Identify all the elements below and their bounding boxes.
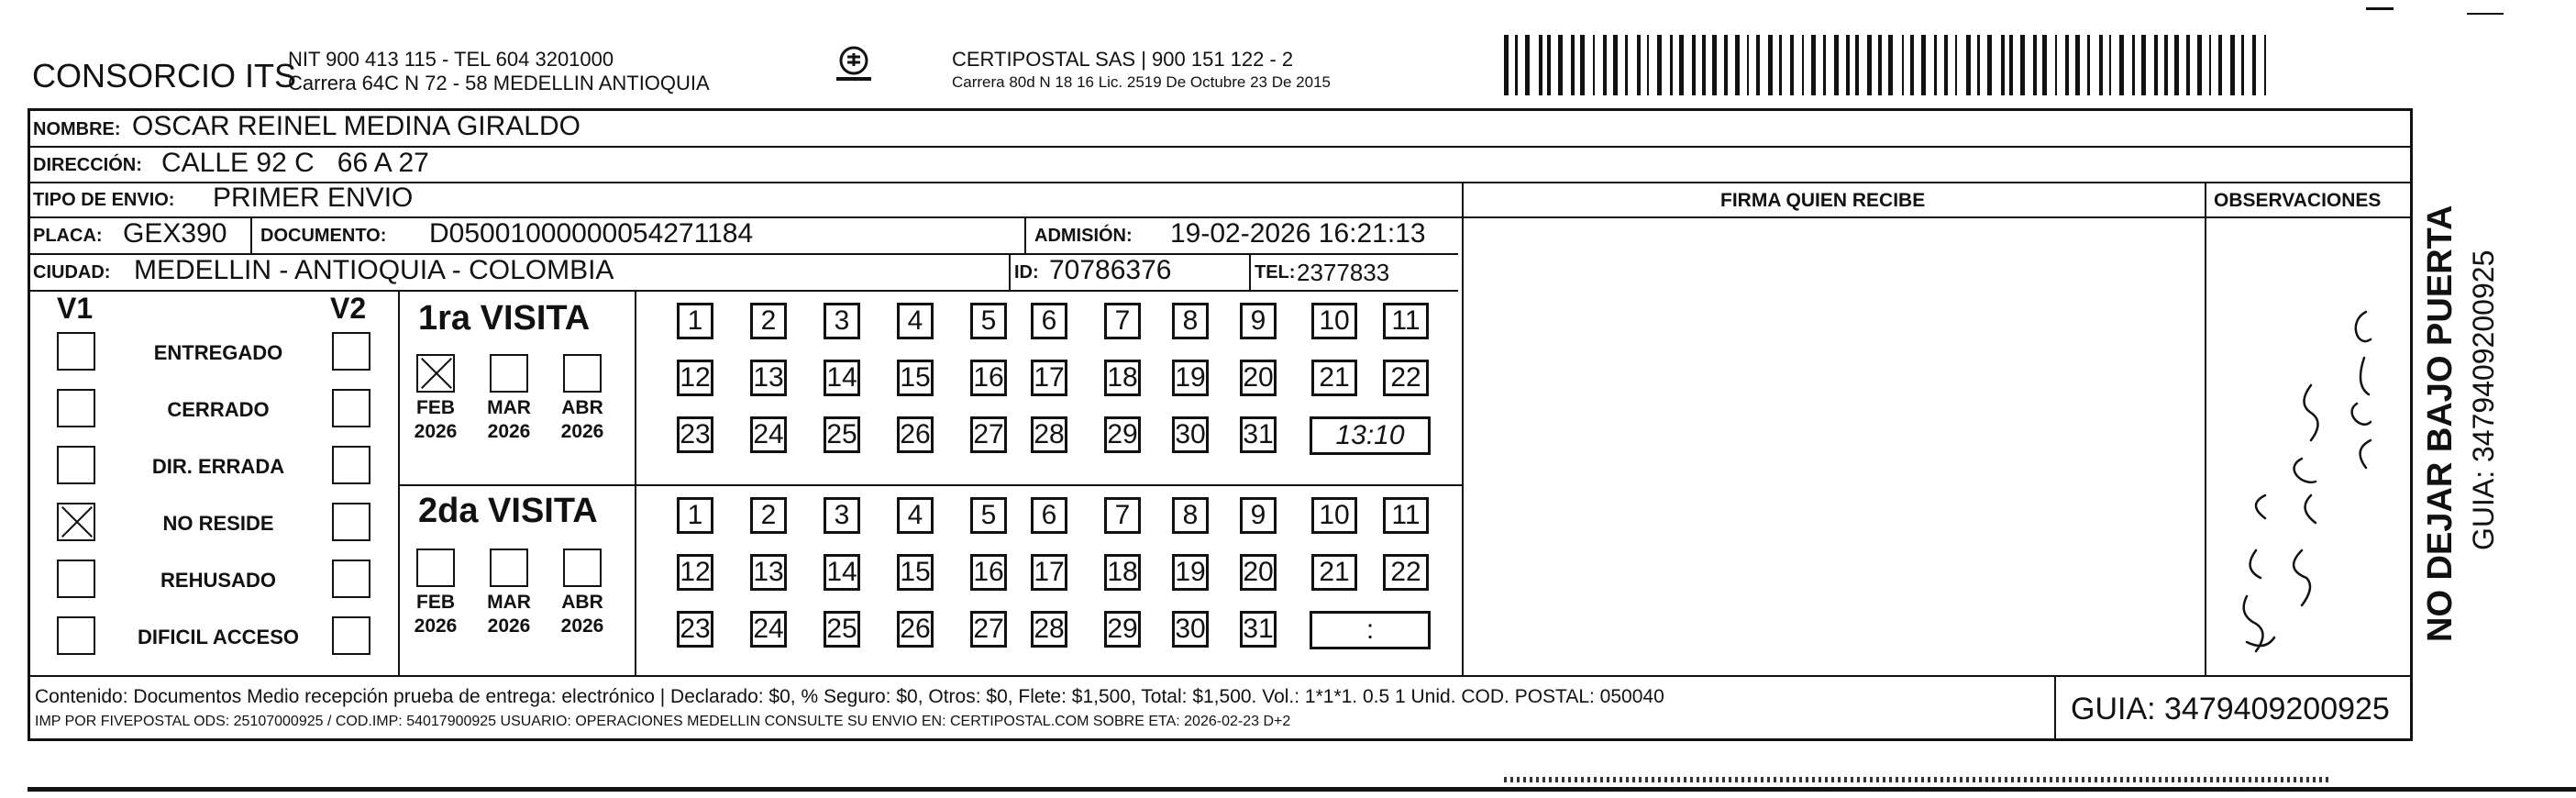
certipostal-logo-icon <box>833 44 875 86</box>
visit1-day-cell[interactable]: 12 <box>677 360 713 396</box>
visit1-day-cell[interactable]: 28 <box>1031 416 1067 453</box>
barcode-bar <box>1779 35 1782 95</box>
visit1-day-cell[interactable]: 27 <box>970 416 1007 453</box>
status-v1-checkbox[interactable] <box>57 332 95 371</box>
status-v2-checkbox[interactable] <box>332 560 370 598</box>
status-label: CERRADO <box>167 398 270 421</box>
barcode-bar <box>2154 35 2158 95</box>
visit2-day-cell[interactable]: 11 <box>1383 497 1429 534</box>
firma-label: FIRMA QUIEN RECIBE <box>1720 190 1926 211</box>
barcode-bar <box>1637 35 1641 95</box>
month-year: 2026 <box>560 421 604 442</box>
visit2-day-cell[interactable]: 10 <box>1311 497 1357 534</box>
barcode-bar <box>2087 35 2090 95</box>
month-name: FEB <box>416 397 455 418</box>
barcode-bar <box>1802 35 1804 95</box>
barcode-bar <box>2174 35 2179 95</box>
barcode <box>1504 35 2274 95</box>
barcode-bar <box>1593 35 1595 95</box>
visit2-day-cell[interactable]: 29 <box>1104 611 1141 648</box>
visit2-day-cell[interactable]: 16 <box>970 554 1007 591</box>
visit2-day-cell[interactable]: 19 <box>1172 554 1209 591</box>
barcode-bar <box>1846 35 1850 95</box>
visit2-day-cell[interactable]: 6 <box>1031 497 1067 534</box>
visit1-month-checkbox[interactable] <box>416 354 455 393</box>
month-year: 2026 <box>414 421 458 442</box>
nombre-label: NOMBRE: <box>33 119 121 139</box>
visit2-day-cell[interactable]: 22 <box>1383 554 1429 591</box>
visit2-day-cell[interactable]: 15 <box>897 554 934 591</box>
corner-mark <box>2467 13 2504 15</box>
visit2-day-cell[interactable]: 9 <box>1240 497 1277 534</box>
barcode-bar <box>1670 35 1673 95</box>
barcode-bar <box>2065 35 2069 95</box>
visit2-month-label <box>477 591 541 638</box>
month-name: ABR <box>561 592 603 613</box>
visit1-day-cell[interactable]: 8 <box>1172 303 1209 339</box>
barcode-bar <box>1647 35 1649 95</box>
visit1-day-cell[interactable]: 4 <box>897 303 934 339</box>
divider <box>2205 182 2206 677</box>
footer-contenido: Contenido: Documentos Medio recepción prueba de entrega: electrónico | Declarado: $0, % Seguro: $0, Otros: $0, Flete: $1,500, Total: $1,500. Vol.: 1*1*1. 0.5 1 Unid. COD. POSTAL: 050040 <box>35 686 1664 707</box>
visit2-day-cell[interactable]: 12 <box>677 554 713 591</box>
visit1-day-cell[interactable]: 3 <box>824 303 860 339</box>
status-label: DIFICIL ACCESO <box>137 626 299 648</box>
visit1-day-cell[interactable]: 20 <box>1240 360 1277 396</box>
barcode-bar <box>1921 35 1926 95</box>
visit2-day-cell[interactable]: 30 <box>1172 611 1209 648</box>
barcode-bar <box>2119 35 2124 95</box>
barcode-bar <box>1811 35 1816 95</box>
month-name: MAR <box>487 592 531 613</box>
id-value: 70786376 <box>1049 255 1172 285</box>
barcode-bar <box>1547 35 1551 95</box>
barcode-bar <box>1558 35 1563 95</box>
visit1-day-cell[interactable]: 14 <box>824 360 860 396</box>
ciudad-value: MEDELLIN - ANTIOQUIA - COLOMBIA <box>134 255 614 285</box>
visit2-month-label <box>550 591 614 638</box>
status-label: NO RESIDE <box>162 512 274 535</box>
placa-value: GEX390 <box>123 218 227 249</box>
month-name: MAR <box>487 397 531 418</box>
visit1-month-label <box>404 396 468 444</box>
visit1-day-cell[interactable]: 5 <box>970 303 1007 339</box>
barcode-bar <box>2241 35 2244 95</box>
barcode-bar <box>1867 35 1872 95</box>
divider <box>1009 253 1011 290</box>
visit1-day-cell[interactable]: 11 <box>1383 303 1429 339</box>
visit2-month-checkbox[interactable] <box>490 549 528 587</box>
nombre-value: OSCAR REINEL MEDINA GIRALDO <box>132 111 580 141</box>
visit2-day-cell[interactable]: 13 <box>750 554 787 591</box>
visit1-day-cell[interactable]: 2 <box>750 303 787 339</box>
visit2-day-cell[interactable]: 26 <box>897 611 934 648</box>
visit1-day-cell[interactable]: 21 <box>1311 360 1357 396</box>
bottom-edge-text-strip <box>1504 777 2329 782</box>
barcode-bar <box>2141 35 2146 95</box>
barcode-bar <box>2209 35 2211 95</box>
barcode-bar <box>1790 35 1794 95</box>
visit2-day-cell[interactable]: 7 <box>1104 497 1141 534</box>
barcode-bar <box>1902 35 1904 95</box>
tel-value: 2377833 <box>1297 259 1390 286</box>
month-name: FEB <box>416 592 455 613</box>
visit2-day-cell[interactable]: 5 <box>970 497 1007 534</box>
barcode-bar <box>2164 35 2168 95</box>
barcode-bar <box>1539 35 1542 95</box>
barcode-bar <box>1525 35 1530 95</box>
visit1-day-cell[interactable]: 19 <box>1172 360 1209 396</box>
visit2-title: 2da VISITA <box>418 492 598 530</box>
barcode-bar <box>2186 35 2190 95</box>
status-v2-checkbox[interactable] <box>332 446 370 484</box>
barcode-bar <box>2001 35 2005 95</box>
visit1-day-cell[interactable]: 7 <box>1104 303 1141 339</box>
barcode-bar <box>1724 35 1728 95</box>
visit2-day-cell[interactable]: 18 <box>1104 554 1141 591</box>
barcode-bar <box>2075 35 2080 95</box>
visit1-month-label <box>550 396 614 444</box>
visit2-day-cell[interactable]: 1 <box>677 497 713 534</box>
status-label: REHUSADO <box>160 569 276 592</box>
month-year: 2026 <box>487 421 531 442</box>
company-address: Carrera 64C N 72 - 58 MEDELLIN ANTIOQUIA <box>288 72 710 94</box>
divider <box>635 290 636 675</box>
visit2-day-cell[interactable]: 27 <box>970 611 1007 648</box>
visit2-day-cell[interactable]: 23 <box>677 611 713 648</box>
visit1-day-cell[interactable]: 30 <box>1172 416 1209 453</box>
placa-label: PLACA: <box>33 226 103 246</box>
divider <box>398 484 1462 486</box>
barcode-bar <box>2055 35 2057 95</box>
direccion-value: CALLE 92 C 66 A 27 <box>161 148 429 178</box>
admision-value: 19-02-2026 16:21:13 <box>1170 218 1426 249</box>
barcode-bar <box>2264 35 2266 95</box>
divider <box>1462 182 1464 677</box>
barcode-bar <box>1855 35 1859 95</box>
documento-label: DOCUMENTO: <box>260 226 387 246</box>
status-label: ENTREGADO <box>153 341 283 364</box>
month-year: 2026 <box>560 615 604 637</box>
footer-guia: GUIA: 3479409200925 <box>2071 692 2390 726</box>
barcode-bar <box>1571 35 1575 95</box>
company-nit: NIT 900 413 115 - TEL 604 3201000 <box>288 48 614 71</box>
visit1-day-cell[interactable]: 24 <box>750 416 787 453</box>
barcode-bar <box>2132 35 2135 95</box>
divider <box>28 290 1458 292</box>
month-name: ABR <box>561 397 603 418</box>
status-v1-checkbox[interactable] <box>57 389 95 427</box>
visit1-day-cell[interactable]: 17 <box>1031 360 1067 396</box>
v2-label: V2 <box>330 292 367 325</box>
visit2-day-cell[interactable]: 2 <box>750 497 787 534</box>
barcode-bar <box>2218 35 2222 95</box>
barcode-bar <box>1702 35 1706 95</box>
barcode-bar <box>1625 35 1628 95</box>
barcode-bar <box>2099 35 2103 95</box>
barcode-bar <box>1966 35 1971 95</box>
documento-value: D05001000000054271184 <box>429 218 754 249</box>
barcode-bar <box>1768 35 1773 95</box>
signature <box>1458 220 1467 229</box>
barcode-bar <box>2033 35 2037 95</box>
month-year: 2026 <box>414 615 458 637</box>
visit1-day-cell[interactable]: 31 <box>1240 416 1277 453</box>
corner-mark <box>2366 7 2394 10</box>
status-v2-checkbox[interactable] <box>332 332 370 371</box>
barcode-bar <box>1823 35 1826 95</box>
visit2-day-cell[interactable]: 21 <box>1311 554 1357 591</box>
visit2-month-checkbox[interactable] <box>563 549 602 587</box>
visit1-day-cell[interactable]: 16 <box>970 360 1007 396</box>
visit1-day-cell[interactable]: 23 <box>677 416 713 453</box>
barcode-bar <box>1692 35 1696 95</box>
barcode-bar <box>1580 35 1585 95</box>
month-year: 2026 <box>487 615 531 637</box>
barcode-bar <box>2020 35 2025 95</box>
barcode-bar <box>2009 35 2013 95</box>
admision-label: ADMISIÓN: <box>1034 226 1133 246</box>
visit2-day-cell[interactable]: 28 <box>1031 611 1067 648</box>
id-label: ID: <box>1014 262 1039 283</box>
v1-label: V1 <box>57 292 94 325</box>
barcode-bar <box>1977 35 1980 95</box>
no-dejar-bajo-puerta: NO DEJAR BAJO PUERTA <box>2421 205 2460 642</box>
divider <box>1249 253 1251 290</box>
tipo-envio-value: PRIMER ENVIO <box>213 183 414 213</box>
barcode-bar <box>1747 35 1749 95</box>
status-v2-checkbox[interactable] <box>332 503 370 541</box>
barcode-bar <box>1944 35 1948 95</box>
barcode-bar <box>1878 35 1882 95</box>
barcode-bar <box>1515 35 1518 95</box>
visit1-time-box[interactable]: 13:10 <box>1310 416 1431 455</box>
status-v2-checkbox[interactable] <box>332 616 370 655</box>
visit2-day-cell[interactable]: 25 <box>824 611 860 648</box>
barcode-bar <box>2109 35 2111 95</box>
visit2-time-box[interactable]: : <box>1310 611 1431 649</box>
visit1-day-cell[interactable]: 22 <box>1383 360 1429 396</box>
visit1-day-cell[interactable]: 1 <box>677 303 713 339</box>
barcode-bar <box>1955 35 1957 95</box>
handwritten-observation <box>2210 220 2421 670</box>
barcode-bar <box>1756 35 1760 95</box>
visit1-day-cell[interactable]: 25 <box>824 416 860 453</box>
barcode-bar <box>1679 35 1684 95</box>
barcode-bar <box>1504 35 1509 95</box>
bottom-edge <box>28 787 2576 792</box>
visit2-day-cell[interactable]: 3 <box>824 497 860 534</box>
barcode-bar <box>1987 35 1992 95</box>
barcode-bar <box>1834 35 1839 95</box>
barcode-bar <box>2230 35 2235 95</box>
visit1-day-cell[interactable]: 13 <box>750 360 787 396</box>
visit2-day-cell[interactable]: 17 <box>1031 554 1067 591</box>
visit1-day-cell[interactable]: 9 <box>1240 303 1277 339</box>
visit1-month-checkbox[interactable] <box>490 354 528 393</box>
visit2-month-checkbox[interactable] <box>416 549 455 587</box>
tel-label: TEL: <box>1255 262 1296 283</box>
barcode-bar <box>1735 35 1740 95</box>
visit1-day-cell[interactable]: 26 <box>897 416 934 453</box>
direccion-label: DIRECCIÓN: <box>33 155 142 175</box>
barcode-bar <box>1888 35 1893 95</box>
divider <box>2054 675 2056 741</box>
divider <box>250 216 252 253</box>
visit1-month-checkbox[interactable] <box>563 354 602 393</box>
visit1-day-cell[interactable]: 29 <box>1104 416 1141 453</box>
barcode-bar <box>2197 35 2202 95</box>
status-label: DIR. ERRADA <box>151 455 285 478</box>
visit2-day-cell[interactable]: 31 <box>1240 611 1277 648</box>
barcode-bar <box>1934 35 1937 95</box>
footer-imp: IMP POR FIVEPOSTAL ODS: 25107000925 / COD.IMP: 54017900925 USUARIO: OPERACIONES MEDELLIN CONSULTE SU ENVIO EN: CERTIPOSTAL.COM SOBRE ETA: 2026-02-23 D+2 <box>35 714 1291 729</box>
status-v1-checkbox[interactable] <box>57 446 95 484</box>
visit1-month-label <box>477 396 541 444</box>
barcode-bar <box>1657 35 1662 95</box>
visit1-day-cell[interactable]: 18 <box>1104 360 1141 396</box>
visit2-day-cell[interactable]: 24 <box>750 611 787 648</box>
barcode-bar <box>1613 35 1618 95</box>
status-v1-checkbox[interactable] <box>57 560 95 598</box>
barcode-bar <box>2252 35 2256 95</box>
divider <box>1024 216 1026 253</box>
side-guia: GUIA: 3479409200925 <box>2467 249 2500 550</box>
barcode-bar <box>2042 35 2047 95</box>
visit2-month-label <box>404 591 468 638</box>
visit1-title: 1ra VISITA <box>418 299 591 338</box>
divider <box>398 290 400 675</box>
visit2-day-cell[interactable]: 8 <box>1172 497 1209 534</box>
certipostal-line1: CERTIPOSTAL SAS | 900 151 122 - 2 <box>952 48 1294 71</box>
status-v2-checkbox[interactable] <box>332 389 370 427</box>
visit2-day-cell[interactable]: 4 <box>897 497 934 534</box>
status-v1-checkbox[interactable] <box>57 616 95 655</box>
observaciones-label: OBSERVACIONES <box>2214 190 2382 211</box>
visit1-day-cell[interactable]: 15 <box>897 360 934 396</box>
barcode-bar <box>1603 35 1607 95</box>
visit2-day-cell[interactable]: 20 <box>1240 554 1277 591</box>
tipo-envio-label: TIPO DE ENVIO: <box>33 190 175 210</box>
certipostal-line2: Carrera 80d N 18 16 Lic. 2519 De Octubre 23 De 2015 <box>952 73 1331 91</box>
visit1-day-cell[interactable]: 10 <box>1311 303 1357 339</box>
ciudad-label: CIUDAD: <box>33 262 111 283</box>
company-name: CONSORCIO ITS <box>32 57 297 94</box>
barcode-bar <box>1910 35 1914 95</box>
visit2-day-cell[interactable]: 14 <box>824 554 860 591</box>
barcode-bar <box>1712 35 1717 95</box>
visit1-day-cell[interactable]: 6 <box>1031 303 1067 339</box>
status-v1-checkbox[interactable] <box>57 503 95 541</box>
